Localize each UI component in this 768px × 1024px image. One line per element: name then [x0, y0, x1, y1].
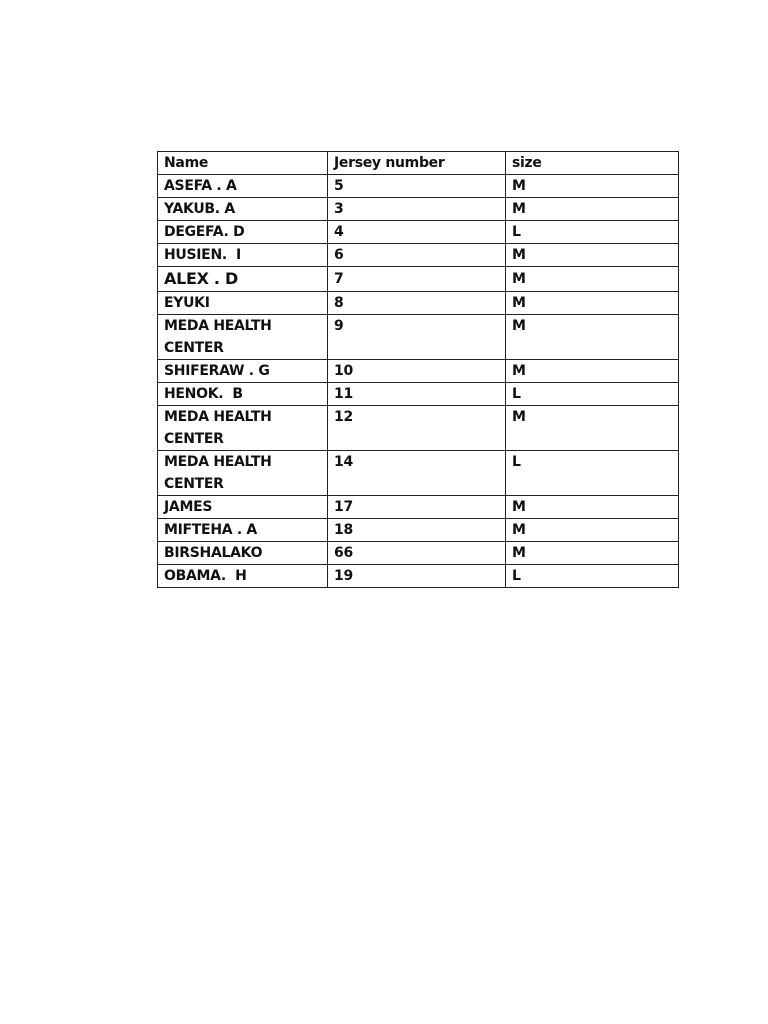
cell-name: MIFTEHA . A: [158, 519, 328, 542]
table-row: [158, 315, 679, 360]
cell-size: M: [506, 175, 679, 198]
cell-name: MEDA HEALTH CENTER: [158, 406, 328, 451]
cell-number: 9: [328, 315, 506, 360]
cell-size: M: [506, 198, 679, 221]
cell-size: L: [506, 565, 679, 588]
cell-size: L: [506, 383, 679, 406]
cell-size: M: [506, 267, 679, 292]
cell-number: 10: [328, 360, 506, 383]
table-row: [158, 175, 679, 198]
cell-name: EYUKI: [158, 292, 328, 315]
table-header-row: [158, 152, 679, 175]
cell-name: ALEX . D: [158, 267, 328, 292]
cell-name: MEDA HEALTH CENTER: [158, 451, 328, 496]
cell-number: 19: [328, 565, 506, 588]
cell-size: M: [506, 519, 679, 542]
cell-name: YAKUB. A: [158, 198, 328, 221]
cell-number: 5: [328, 175, 506, 198]
table-row: [158, 221, 679, 244]
cell-name: JAMES: [158, 496, 328, 519]
cell-size: M: [506, 292, 679, 315]
cell-number: 6: [328, 244, 506, 267]
table-row: [158, 565, 679, 588]
header-name: Name: [158, 152, 328, 175]
cell-number: 3: [328, 198, 506, 221]
table-row: [158, 383, 679, 406]
cell-name: DEGEFA. D: [158, 221, 328, 244]
cell-name: OBAMA. H: [158, 565, 328, 588]
cell-size: M: [506, 315, 679, 360]
table-row: [158, 360, 679, 383]
cell-number: 66: [328, 542, 506, 565]
cell-name: ASEFA . A: [158, 175, 328, 198]
table-row: [158, 496, 679, 519]
cell-size: M: [506, 406, 679, 451]
table-row: [158, 451, 679, 496]
table-row: [158, 198, 679, 221]
table-row: [158, 292, 679, 315]
cell-size: M: [506, 360, 679, 383]
cell-number: 17: [328, 496, 506, 519]
cell-name: HENOK. B: [158, 383, 328, 406]
jersey-table: [157, 151, 679, 588]
table-row: [158, 267, 679, 292]
cell-size: M: [506, 496, 679, 519]
cell-size: L: [506, 221, 679, 244]
cell-size: L: [506, 451, 679, 496]
cell-number: 11: [328, 383, 506, 406]
cell-size: M: [506, 542, 679, 565]
cell-number: 18: [328, 519, 506, 542]
table-row: [158, 244, 679, 267]
cell-size: M: [506, 244, 679, 267]
header-size: size: [506, 152, 679, 175]
cell-name: BIRSHALAKO: [158, 542, 328, 565]
header-jersey-number: Jersey number: [328, 152, 506, 175]
table-row: [158, 406, 679, 451]
cell-number: 14: [328, 451, 506, 496]
cell-name: MEDA HEALTH CENTER: [158, 315, 328, 360]
cell-name: SHIFERAW . G: [158, 360, 328, 383]
cell-number: 4: [328, 221, 506, 244]
cell-number: 7: [328, 267, 506, 292]
cell-number: 8: [328, 292, 506, 315]
table-row: [158, 519, 679, 542]
cell-name: HUSIEN. I: [158, 244, 328, 267]
cell-number: 12: [328, 406, 506, 451]
table-row: [158, 542, 679, 565]
